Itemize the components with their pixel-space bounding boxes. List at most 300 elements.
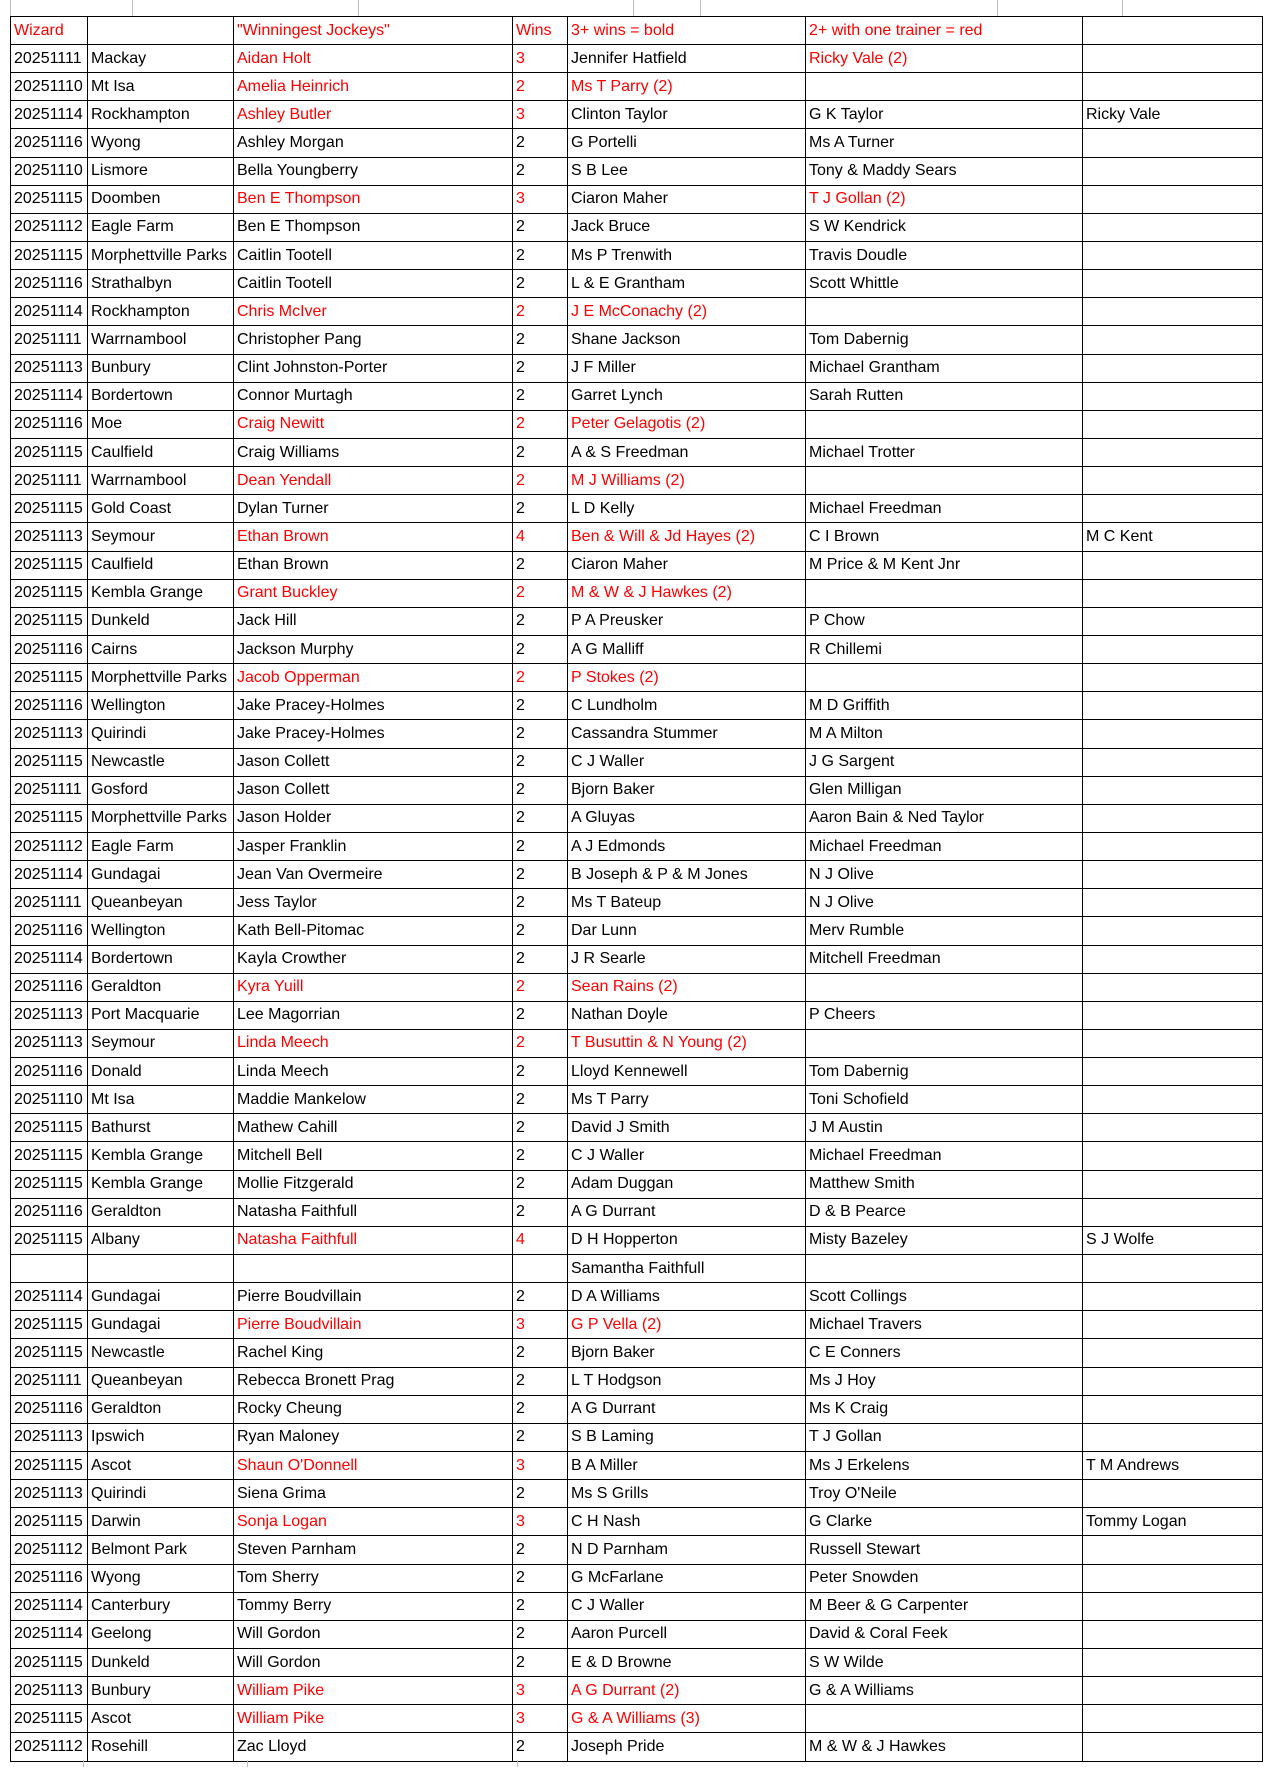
cell-trainer2[interactable]: Aaron Bain & Ned Taylor [806,804,1083,832]
cell-wins[interactable]: 2 [513,1395,568,1423]
cell-jockey[interactable]: Kayla Crowther [234,945,513,973]
cell-location[interactable]: Canterbury [88,1592,234,1620]
cell-trainer2[interactable] [806,467,1083,495]
cell-wins[interactable]: 2 [513,326,568,354]
cell-trainer1[interactable]: S B Lee [568,157,806,185]
cell-jockey[interactable]: Jacob Opperman [234,664,513,692]
cell-trainer3[interactable] [1083,270,1263,298]
cell-trainer1[interactable]: Ben & Will & Jd Hayes (2) [568,523,806,551]
cell-date[interactable]: 20251111 [11,467,88,495]
cell-location[interactable]: Donald [88,1058,234,1086]
header-wizard[interactable]: Wizard [11,17,88,45]
cell-jockey[interactable]: Aidan Holt [234,45,513,73]
cell-wins[interactable]: 2 [513,73,568,101]
cell-jockey[interactable]: Mitchell Bell [234,1142,513,1170]
cell-wins[interactable]: 2 [513,804,568,832]
cell-location[interactable]: Gold Coast [88,495,234,523]
cell-trainer1[interactable]: Bjorn Baker [568,1339,806,1367]
cell-wins[interactable]: 2 [513,1480,568,1508]
cell-wins[interactable]: 2 [513,438,568,466]
cell-jockey[interactable]: Lee Magorrian [234,1001,513,1029]
cell-trainer1[interactable]: David J Smith [568,1114,806,1142]
cell-trainer2[interactable] [806,410,1083,438]
cell-trainer2[interactable] [806,579,1083,607]
cell-location[interactable]: Seymour [88,1029,234,1057]
cell-trainer2[interactable]: Tom Dabernig [806,326,1083,354]
cell-jockey[interactable]: Jake Pracey-Holmes [234,692,513,720]
cell-trainer1[interactable]: T Busuttin & N Young (2) [568,1029,806,1057]
cell-date[interactable]: 20251116 [11,973,88,1001]
cell-jockey[interactable]: Linda Meech [234,1058,513,1086]
cell-location[interactable]: Geraldton [88,1395,234,1423]
cell-trainer2[interactable]: Merv Rumble [806,917,1083,945]
cell-date[interactable]: 20251112 [11,832,88,860]
cell-wins[interactable]: 2 [513,861,568,889]
cell-trainer1[interactable]: M & W & J Hawkes (2) [568,579,806,607]
cell-trainer3[interactable] [1083,889,1263,917]
cell-trainer2[interactable]: N J Olive [806,889,1083,917]
cell-trainer3[interactable] [1083,185,1263,213]
cell-date[interactable]: 20251113 [11,1423,88,1451]
cell-wins[interactable]: 2 [513,607,568,635]
cell-trainer1[interactable]: Jack Bruce [568,213,806,241]
cell-trainer3[interactable] [1083,1058,1263,1086]
cell-wins[interactable]: 2 [513,1086,568,1114]
cell-trainer3[interactable] [1083,241,1263,269]
cell-wins[interactable]: 2 [513,1649,568,1677]
cell-jockey[interactable]: Natasha Faithfull [234,1198,513,1226]
cell-trainer2[interactable] [806,73,1083,101]
cell-wins[interactable]: 4 [513,523,568,551]
cell-location[interactable]: Wyong [88,1564,234,1592]
cell-jockey[interactable]: Tom Sherry [234,1564,513,1592]
cell-trainer3[interactable] [1083,832,1263,860]
cell-wins[interactable]: 2 [513,776,568,804]
cell-jockey[interactable]: Maddie Mankelow [234,1086,513,1114]
cell-trainer3[interactable] [1083,1592,1263,1620]
cell-location[interactable]: Wyong [88,129,234,157]
cell-jockey[interactable]: Craig Newitt [234,410,513,438]
cell-trainer1[interactable]: J R Searle [568,945,806,973]
cell-location[interactable]: Mt Isa [88,1086,234,1114]
cell-jockey[interactable]: Caitlin Tootell [234,270,513,298]
cell-wins[interactable]: 4 [513,1226,568,1254]
cell-trainer2[interactable]: Michael Trotter [806,438,1083,466]
cell-trainer1[interactable]: Joseph Pride [568,1733,806,1761]
cell-trainer2[interactable]: David & Coral Feek [806,1620,1083,1648]
cell-trainer2[interactable]: Michael Freedman [806,832,1083,860]
cell-trainer3[interactable] [1083,326,1263,354]
cell-wins[interactable]: 2 [513,467,568,495]
cell-date[interactable]: 20251115 [11,1508,88,1536]
cell-trainer1[interactable]: Clinton Taylor [568,101,806,129]
cell-location[interactable]: Gosford [88,776,234,804]
cell-trainer1[interactable]: Shane Jackson [568,326,806,354]
cell-date[interactable]: 20251112 [11,1536,88,1564]
cell-trainer2[interactable]: M A Milton [806,720,1083,748]
cell-location[interactable]: Kembla Grange [88,1142,234,1170]
cell-location[interactable]: Gundagai [88,1283,234,1311]
cell-trainer2[interactable]: Ms J Hoy [806,1367,1083,1395]
cell-date[interactable]: 20251115 [11,1311,88,1339]
cell-date[interactable]: 20251112 [11,1733,88,1761]
cell-wins[interactable]: 2 [513,1339,568,1367]
cell-trainer1[interactable]: Ms T Parry (2) [568,73,806,101]
cell-jockey[interactable]: Zac Lloyd [234,1733,513,1761]
cell-trainer2[interactable]: J M Austin [806,1114,1083,1142]
cell-trainer2[interactable]: Scott Whittle [806,270,1083,298]
cell-wins[interactable]: 2 [513,354,568,382]
cell-date[interactable]: 20251111 [11,326,88,354]
cell-trainer3[interactable]: M C Kent [1083,523,1263,551]
cell-trainer2[interactable]: Peter Snowden [806,1564,1083,1592]
cell-jockey[interactable]: Chris McIver [234,298,513,326]
cell-location[interactable]: Port Macquarie [88,1001,234,1029]
cell-location[interactable]: Caulfield [88,438,234,466]
cell-wins[interactable]: 2 [513,1170,568,1198]
cell-trainer1[interactable]: G P Vella (2) [568,1311,806,1339]
cell-trainer3[interactable] [1083,1255,1263,1283]
cell-trainer1[interactable]: N D Parnham [568,1536,806,1564]
cell-trainer3[interactable] [1083,1170,1263,1198]
cell-wins[interactable]: 2 [513,945,568,973]
header-extra-empty[interactable] [1083,17,1263,45]
cell-trainer2[interactable]: Tom Dabernig [806,1058,1083,1086]
cell-trainer2[interactable] [806,298,1083,326]
cell-wins[interactable]: 2 [513,973,568,1001]
cell-trainer2[interactable]: P Chow [806,607,1083,635]
cell-trainer3[interactable] [1083,1367,1263,1395]
cell-location[interactable]: Gundagai [88,1311,234,1339]
cell-trainer1[interactable]: G Portelli [568,129,806,157]
cell-location[interactable]: Morphettville Parks [88,664,234,692]
cell-jockey[interactable]: Jake Pracey-Holmes [234,720,513,748]
cell-jockey[interactable]: Dylan Turner [234,495,513,523]
cell-trainer1[interactable]: A G Malliff [568,635,806,663]
cell-wins[interactable]: 2 [513,382,568,410]
cell-location[interactable]: Rosehill [88,1733,234,1761]
cell-jockey[interactable]: Jack Hill [234,607,513,635]
cell-date[interactable]: 20251116 [11,635,88,663]
cell-trainer1[interactable]: B Joseph & P & M Jones [568,861,806,889]
cell-date[interactable]: 20251115 [11,1170,88,1198]
cell-jockey[interactable]: Rachel King [234,1339,513,1367]
cell-wins[interactable]: 2 [513,1536,568,1564]
cell-location[interactable]: Warrnambool [88,467,234,495]
cell-wins[interactable]: 2 [513,889,568,917]
cell-trainer2[interactable]: N J Olive [806,861,1083,889]
cell-date[interactable]: 20251113 [11,720,88,748]
cell-trainer3[interactable] [1083,382,1263,410]
cell-wins[interactable]: 3 [513,101,568,129]
cell-jockey[interactable]: Dean Yendall [234,467,513,495]
cell-date[interactable]: 20251113 [11,1677,88,1705]
cell-trainer3[interactable] [1083,438,1263,466]
cell-trainer3[interactable]: S J Wolfe [1083,1226,1263,1254]
cell-date[interactable]: 20251113 [11,1029,88,1057]
header-jockeys[interactable]: "Winningest Jockeys" [234,17,513,45]
cell-date[interactable]: 20251116 [11,1564,88,1592]
cell-jockey[interactable]: Steven Parnham [234,1536,513,1564]
cell-trainer1[interactable]: L & E Grantham [568,270,806,298]
cell-location[interactable]: Bunbury [88,1677,234,1705]
cell-trainer3[interactable] [1083,1620,1263,1648]
cell-trainer2[interactable]: Michael Freedman [806,1142,1083,1170]
cell-jockey[interactable]: William Pike [234,1705,513,1733]
cell-wins[interactable]: 2 [513,298,568,326]
cell-trainer2[interactable]: M & W & J Hawkes [806,1733,1083,1761]
cell-wins[interactable]: 2 [513,1423,568,1451]
cell-date[interactable]: 20251115 [11,804,88,832]
header-wins[interactable]: Wins [513,17,568,45]
cell-trainer1[interactable]: J F Miller [568,354,806,382]
cell-jockey[interactable]: Ethan Brown [234,551,513,579]
cell-trainer1[interactable]: C J Waller [568,1592,806,1620]
cell-trainer2[interactable] [806,1029,1083,1057]
cell-date[interactable]: 20251116 [11,410,88,438]
cell-trainer3[interactable] [1083,1001,1263,1029]
cell-trainer3[interactable] [1083,635,1263,663]
cell-date[interactable]: 20251115 [11,748,88,776]
cell-jockey[interactable]: Caitlin Tootell [234,241,513,269]
cell-trainer1[interactable]: G McFarlane [568,1564,806,1592]
cell-trainer2[interactable]: G & A Williams [806,1677,1083,1705]
cell-trainer1[interactable]: Ms T Parry [568,1086,806,1114]
cell-trainer3[interactable] [1083,129,1263,157]
cell-jockey[interactable]: Ashley Morgan [234,129,513,157]
cell-trainer2[interactable]: M D Griffith [806,692,1083,720]
cell-jockey[interactable]: Mollie Fitzgerald [234,1170,513,1198]
cell-location[interactable]: Moe [88,410,234,438]
cell-date[interactable]: 20251113 [11,523,88,551]
cell-date[interactable]: 20251113 [11,354,88,382]
cell-date[interactable]: 20251115 [11,1114,88,1142]
cell-trainer2[interactable]: Ms A Turner [806,129,1083,157]
cell-trainer3[interactable] [1083,157,1263,185]
cell-trainer2[interactable]: Scott Collings [806,1283,1083,1311]
cell-wins[interactable]: 2 [513,1367,568,1395]
cell-trainer1[interactable]: Samantha Faithfull [568,1255,806,1283]
cell-trainer2[interactable]: Tony & Maddy Sears [806,157,1083,185]
cell-date[interactable]: 20251115 [11,495,88,523]
cell-jockey[interactable]: Grant Buckley [234,579,513,607]
cell-wins[interactable]: 2 [513,1001,568,1029]
cell-jockey[interactable]: Rebecca Bronett Prag [234,1367,513,1395]
cell-trainer1[interactable]: Adam Duggan [568,1170,806,1198]
cell-trainer3[interactable] [1083,1423,1263,1451]
cell-trainer2[interactable] [806,973,1083,1001]
cell-trainer1[interactable]: A & S Freedman [568,438,806,466]
cell-trainer3[interactable] [1083,607,1263,635]
cell-date[interactable]: 20251115 [11,664,88,692]
cell-trainer3[interactable] [1083,73,1263,101]
cell-trainer2[interactable]: R Chillemi [806,635,1083,663]
cell-wins[interactable]: 2 [513,1142,568,1170]
cell-trainer2[interactable]: T J Gollan (2) [806,185,1083,213]
cell-trainer1[interactable]: Ciaron Maher [568,185,806,213]
cell-trainer3[interactable]: T M Andrews [1083,1452,1263,1480]
cell-location[interactable]: Kembla Grange [88,579,234,607]
cell-location[interactable]: Bunbury [88,354,234,382]
header-location-empty[interactable] [88,17,234,45]
cell-jockey[interactable]: Jason Holder [234,804,513,832]
cell-wins[interactable]: 3 [513,185,568,213]
cell-wins[interactable]: 2 [513,1620,568,1648]
cell-location[interactable]: Newcastle [88,748,234,776]
cell-trainer2[interactable]: Toni Schofield [806,1086,1083,1114]
cell-trainer1[interactable]: D H Hopperton [568,1226,806,1254]
cell-trainer1[interactable]: G & A Williams (3) [568,1705,806,1733]
cell-trainer1[interactable]: Jennifer Hatfield [568,45,806,73]
cell-wins[interactable] [513,1255,568,1283]
cell-trainer1[interactable]: Ms S Grills [568,1480,806,1508]
cell-wins[interactable]: 2 [513,1283,568,1311]
cell-date[interactable]: 20251114 [11,1592,88,1620]
cell-wins[interactable]: 3 [513,1677,568,1705]
cell-trainer3[interactable] [1083,1198,1263,1226]
cell-trainer2[interactable]: C I Brown [806,523,1083,551]
cell-trainer3[interactable] [1083,410,1263,438]
cell-date[interactable]: 20251114 [11,1283,88,1311]
cell-date[interactable]: 20251111 [11,889,88,917]
cell-location[interactable]: Eagle Farm [88,832,234,860]
cell-trainer3[interactable] [1083,1480,1263,1508]
cell-trainer3[interactable] [1083,1086,1263,1114]
cell-wins[interactable]: 2 [513,1198,568,1226]
cell-trainer3[interactable] [1083,1705,1263,1733]
cell-trainer3[interactable] [1083,298,1263,326]
cell-trainer1[interactable]: B A Miller [568,1452,806,1480]
header-rule-bold[interactable]: 3+ wins = bold [568,17,806,45]
header-rule-red[interactable]: 2+ with one trainer = red [806,17,1083,45]
cell-jockey[interactable]: Sonja Logan [234,1508,513,1536]
cell-trainer2[interactable]: D & B Pearce [806,1198,1083,1226]
cell-trainer1[interactable]: Lloyd Kennewell [568,1058,806,1086]
cell-jockey[interactable]: Natasha Faithfull [234,1226,513,1254]
cell-trainer2[interactable] [806,1705,1083,1733]
cell-trainer1[interactable]: Ms T Bateup [568,889,806,917]
cell-date[interactable]: 20251115 [11,1452,88,1480]
cell-trainer2[interactable]: Ricky Vale (2) [806,45,1083,73]
cell-trainer2[interactable]: Travis Doudle [806,241,1083,269]
cell-location[interactable]: Geelong [88,1620,234,1648]
cell-location[interactable]: Caulfield [88,551,234,579]
cell-date[interactable]: 20251114 [11,1620,88,1648]
cell-trainer1[interactable]: Ciaron Maher [568,551,806,579]
cell-date[interactable]: 20251113 [11,1480,88,1508]
cell-trainer3[interactable] [1083,1114,1263,1142]
cell-location[interactable]: Mackay [88,45,234,73]
cell-wins[interactable]: 2 [513,832,568,860]
cell-trainer1[interactable]: C H Nash [568,1508,806,1536]
cell-jockey[interactable]: Will Gordon [234,1620,513,1648]
cell-location[interactable]: Bordertown [88,945,234,973]
cell-wins[interactable]: 2 [513,1029,568,1057]
cell-wins[interactable]: 2 [513,1058,568,1086]
cell-trainer1[interactable]: Bjorn Baker [568,776,806,804]
cell-date[interactable] [11,1255,88,1283]
cell-location[interactable]: Seymour [88,523,234,551]
cell-wins[interactable]: 2 [513,551,568,579]
cell-location[interactable] [88,1255,234,1283]
cell-trainer1[interactable]: A G Durrant [568,1198,806,1226]
cell-jockey[interactable]: Ryan Maloney [234,1423,513,1451]
cell-date[interactable]: 20251116 [11,270,88,298]
cell-trainer3[interactable] [1083,551,1263,579]
cell-jockey[interactable]: Christopher Pang [234,326,513,354]
cell-wins[interactable]: 3 [513,1311,568,1339]
cell-trainer3[interactable]: Ricky Vale [1083,101,1263,129]
cell-jockey[interactable]: Jean Van Overmeire [234,861,513,889]
cell-location[interactable]: Ipswich [88,1423,234,1451]
cell-trainer3[interactable] [1083,973,1263,1001]
cell-jockey[interactable]: Amelia Heinrich [234,73,513,101]
cell-trainer1[interactable]: S B Laming [568,1423,806,1451]
cell-location[interactable]: Newcastle [88,1339,234,1367]
cell-location[interactable]: Morphettville Parks [88,804,234,832]
cell-trainer1[interactable]: D A Williams [568,1283,806,1311]
cell-location[interactable]: Kembla Grange [88,1170,234,1198]
cell-wins[interactable]: 2 [513,664,568,692]
cell-trainer1[interactable]: Ms P Trenwith [568,241,806,269]
cell-location[interactable]: Rockhampton [88,298,234,326]
cell-jockey[interactable]: Jason Collett [234,748,513,776]
cell-trainer3[interactable]: Tommy Logan [1083,1508,1263,1536]
cell-jockey[interactable]: Pierre Boudvillain [234,1311,513,1339]
cell-trainer2[interactable]: Ms J Erkelens [806,1452,1083,1480]
cell-location[interactable]: Queanbeyan [88,889,234,917]
cell-date[interactable]: 20251114 [11,298,88,326]
cell-trainer1[interactable]: M J Williams (2) [568,467,806,495]
cell-trainer3[interactable] [1083,776,1263,804]
cell-jockey[interactable]: Ashley Butler [234,101,513,129]
cell-date[interactable]: 20251115 [11,1705,88,1733]
cell-trainer3[interactable] [1083,1677,1263,1705]
cell-trainer2[interactable]: Ms K Craig [806,1395,1083,1423]
cell-trainer1[interactable]: C Lundholm [568,692,806,720]
cell-trainer1[interactable]: C J Waller [568,1142,806,1170]
cell-trainer1[interactable]: J E McConachy (2) [568,298,806,326]
cell-location[interactable]: Mt Isa [88,73,234,101]
cell-date[interactable]: 20251115 [11,1649,88,1677]
cell-wins[interactable]: 2 [513,692,568,720]
cell-date[interactable]: 20251115 [11,1142,88,1170]
cell-wins[interactable]: 3 [513,45,568,73]
cell-wins[interactable]: 2 [513,917,568,945]
cell-date[interactable]: 20251115 [11,1226,88,1254]
cell-jockey[interactable]: Clint Johnston-Porter [234,354,513,382]
cell-location[interactable]: Gundagai [88,861,234,889]
cell-jockey[interactable]: Shaun O'Donnell [234,1452,513,1480]
cell-trainer3[interactable] [1083,748,1263,776]
cell-trainer2[interactable]: M Price & M Kent Jnr [806,551,1083,579]
cell-wins[interactable]: 2 [513,635,568,663]
cell-jockey[interactable]: Mathew Cahill [234,1114,513,1142]
cell-wins[interactable]: 3 [513,1452,568,1480]
cell-location[interactable]: Strathalbyn [88,270,234,298]
cell-location[interactable]: Morphettville Parks [88,241,234,269]
cell-wins[interactable]: 2 [513,1733,568,1761]
cell-trainer1[interactable]: Cassandra Stummer [568,720,806,748]
cell-date[interactable]: 20251116 [11,1198,88,1226]
cell-trainer1[interactable]: A G Durrant [568,1395,806,1423]
cell-date[interactable]: 20251113 [11,1001,88,1029]
cell-location[interactable]: Queanbeyan [88,1367,234,1395]
cell-trainer3[interactable] [1083,495,1263,523]
cell-location[interactable]: Cairns [88,635,234,663]
cell-location[interactable]: Wellington [88,692,234,720]
cell-trainer1[interactable]: A Gluyas [568,804,806,832]
